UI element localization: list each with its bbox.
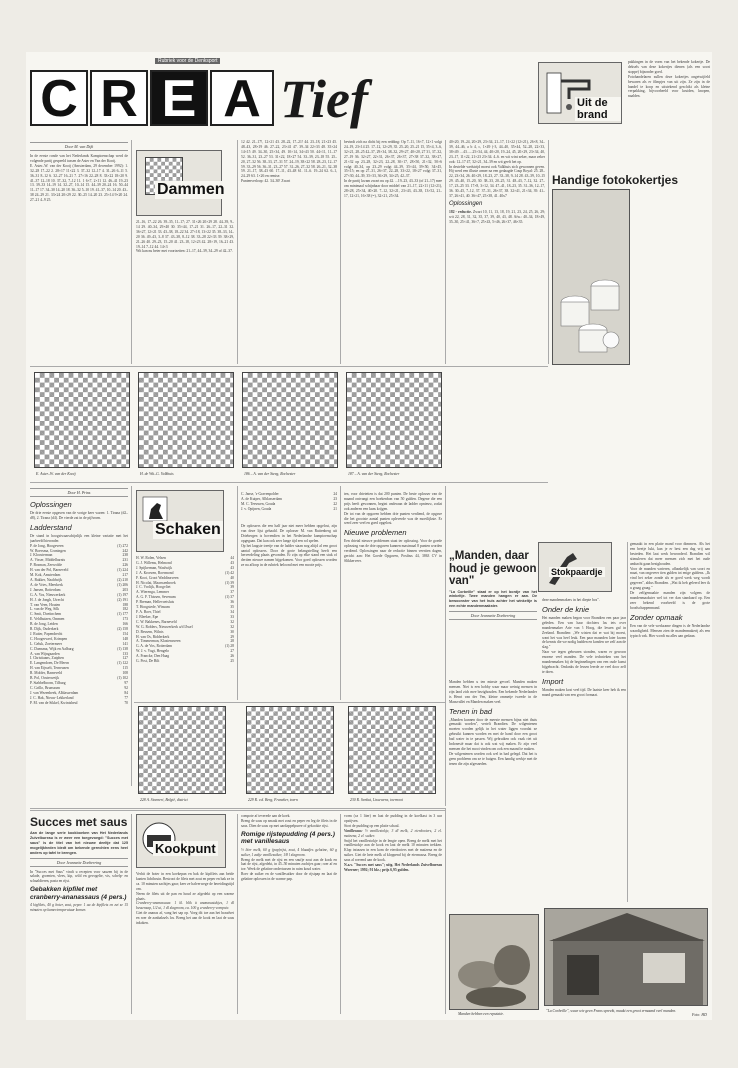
roster-score: (2) 210: [117, 577, 128, 582]
roster-score: 108: [122, 671, 128, 676]
stokpaardje-title: Stokpaardje: [551, 567, 603, 577]
dammen-title: Dammen: [157, 181, 225, 198]
stokpaardje-column-2: [542, 598, 626, 898]
kookpunt-lead-column: [30, 814, 128, 1014]
stokpaardje-headline: „Manden, daar houd je gewoon van": [449, 550, 537, 587]
roster-score: 115: [122, 666, 128, 671]
roster-name: C. Damsma, Wijk en Aalburg: [30, 646, 74, 651]
kookpunt-headline: Succes met saus: [30, 815, 128, 829]
onder-knie-title: Onder de knie: [542, 604, 590, 614]
schaken-text-3: ten, voor drietetten is dat 200 punten. De beste oplosser van de maand ontvangt een boekenbon van 50 gulden. Degene die een prijs heeft gewonnen, begint onderaan de ladder opnieuw, zodat ook anderen een kans krijgen.: [344, 492, 442, 511]
kookpunt-byline: Door Jeannette Doeberring: [30, 858, 128, 867]
roster-score: 84: [124, 690, 128, 695]
schaken-players: [136, 556, 234, 664]
roster-name: A. de Kuiper, Alblasserdam: [241, 496, 282, 501]
roster-name: J. C. Vrolijk, Hoogvliet: [136, 585, 171, 590]
schaken-roster: [136, 556, 234, 686]
roster-score: 141: [122, 641, 128, 646]
roster-name: A. Timmerman, Klazienaveen: [136, 639, 181, 644]
roster-score: (1) 39: [225, 580, 234, 585]
ladder-title: Ladderstand: [30, 522, 72, 532]
chess-diagram-228: [138, 706, 226, 794]
chess-caption-228: 228 A. Stoeneri, België, district: [140, 798, 188, 802]
banner-letter-c: C: [30, 70, 88, 126]
stokpaardje-text-4: deze mandenmakers in het diepte bos".: [542, 598, 600, 602]
roster-name: R. Dijk, Ouderkerk: [30, 627, 59, 632]
roster-name: H. van Eijsselt, Terneuzen: [30, 666, 69, 671]
ladder-text: De stand in hoogstwaarschijnlijk een kleine variatie met het jaarbeeld hieronder.: [30, 533, 128, 543]
baskets-photo: [449, 914, 539, 1010]
roster-name: B. Pol, Oosterweijk: [30, 676, 60, 681]
kookpunt-lead: Aan de lange serie kookboeken van Het Nederlands Zuivelbureau is er weer een toegevoegd: "Succes met saus" is de titel van het nieuwe deeltje dat 125 mogelijkheden biedt om bekende gerechten eens heel anders op tafel te brengen.: [30, 831, 128, 855]
roster-score: (1) 102: [117, 676, 128, 681]
roster-name: A. van Wijngaarden: [30, 651, 60, 656]
kookpunt-text-5: compote af teverede aan de koek.: [241, 814, 291, 818]
kookpunt-column-4: [344, 814, 442, 1014]
roster-name: H. van der Pol, Barneveld: [30, 568, 69, 573]
stokpaardje-byline: Door Jeannette Doeberring: [449, 611, 537, 620]
stokpaardje-text-6: Naar we tegen gebeuren stonden, waren er gewoon enorme veel manden. De vele technieken van het mandenmaken bij de beginnelingen van een oude kunst bijgebracht. Ondanks de lessen leerde ze veel door zelf te doen.: [542, 650, 626, 674]
roster-name: J. C. Hak, Nieuw-Lekkerland: [30, 695, 74, 700]
roster-name: G. A. Vos, Nieuwerkerk: [30, 592, 66, 597]
roster-score: 21: [333, 506, 337, 511]
kookpunt-source: N.a.v. "Succes met saus"; uitg. Het Nederlands Zuivelbureau Woerner; 1992; 91 blz.; prijs 6,95 gulden.: [344, 863, 442, 872]
roster-score: (1) 206: [117, 582, 128, 587]
recipe1-title: Gebakken kipfilet met cranberry-ananassaus (4 pers.): [30, 886, 127, 901]
roster-score: 30: [230, 629, 234, 634]
nieuwe-problemen-title: Nieuwe problemen: [344, 528, 407, 538]
stokpaardje-column-1: [449, 680, 537, 910]
stokpaardje-text-7: Manden maken kost veel tijd. De laatste keer heb ik een mand gemaakt van een groot formaat.: [542, 687, 626, 697]
roster-score: 133: [122, 651, 128, 656]
import-title: Import: [542, 676, 564, 686]
roster-score: (1) 37: [225, 595, 234, 600]
recipe1-ingredients: 4 kipfilets, 40 g boter, zout, peper. 1 aa de kipfilets en zet ze 15 minuten op kamertemperatuur komen.: [30, 903, 128, 913]
dammen-after: Puntenverloop: 42. 34–30! Zwart: [241, 179, 291, 184]
roster-score: (1) 28: [225, 644, 234, 649]
roster-name: E. Veldhuizen, Ommen: [30, 617, 65, 622]
roster-score: 148: [122, 636, 128, 641]
roster-name: H. Nicolai, Maarssenbroek: [136, 580, 176, 585]
roster-score: 25: [230, 659, 234, 664]
dammen-caption-4: 187 – A. van der Steeg, Rochester: [348, 472, 400, 476]
roster-score: 77: [124, 695, 128, 700]
roster-name: W. J. v. Vugt, Hengelo: [136, 649, 170, 654]
roster-score: (1) 122: [117, 661, 128, 666]
creatief-banner: [30, 56, 508, 134]
roster-name: W. G. Roblers, Nieuwerkerk a/d IJssel: [136, 624, 193, 629]
ladder-column: [30, 486, 128, 782]
roster-name: G. A. de Vos, Rotterdam: [136, 644, 173, 649]
roster-score: (1) 177: [117, 612, 128, 617]
schaken-logo: [136, 490, 224, 552]
roster-name: B. de Jong, Leiden: [30, 622, 58, 627]
roster-name: C. Grillo, Brunssum: [30, 685, 60, 690]
roster-score: 127: [122, 656, 128, 661]
roster-name: M. C. Teeuwen, Gouda: [241, 501, 276, 506]
schaken-text-1: De oplossers die een half jaar niet meer hebben opgelost, zijn van deze lijst gehaald. De oplosser M. van Ruttenberg uit Driebergen is bovendien in het Nederlandse kampioenschap opgegaan. Dat kan ook zeer lange tijd een rol spelen.: [241, 524, 337, 543]
ladder-intro: De drie eerste opgaven van de vorige keer waren: 1. Tirana (d2–d8), 2. Tirana (d4). De vierde zat in de pijlvorm.: [30, 511, 128, 520]
shop-illustration: [545, 909, 708, 1006]
dammen-analysis-2: In de partij kwam zwart nu op 42. ...19–23, 43–33 (of 21–17) mee om minimaal schijnbaar door middel van 21–17, 22×11 (12×21), 28×28, 25×34, 40×20. 7–12, 32×21, 23×43, 43–38, 13×52, 21–17, 12×21, 16×38 (=), 32×21, 25×34.: [344, 179, 442, 198]
roster-name: J. Spijkerman, Waalwijk: [136, 565, 173, 570]
schaken-text-2: Op het laagste treetje van de ladder staan nog altijd al een groot aantal oplossers. Door de grote belangstelling heeft een herverdeling plaats gevonden. Er zijn op elke stand een stuk of dertien nieuwe namen bijgekomen. Voor goed oplossen worden ze na afloop in de rubriek beloond met een mooie prijs.: [241, 543, 337, 568]
dammen-column-4: [344, 140, 442, 364]
roster-name: J. Kloosterman: [30, 553, 53, 558]
baskets-caption: Manden hebben een reputatie.: [458, 1012, 505, 1016]
banner-letter-r: R: [90, 70, 148, 126]
roster-score: 24: [333, 492, 337, 496]
roster-name: A. G. F. Thissen, Sevenum: [136, 595, 176, 600]
roster-score: 97: [124, 681, 128, 685]
roster-score: 166: [122, 622, 128, 627]
film-canisters-photo: [552, 189, 630, 365]
stokpaardje-text-8: gemaakt in een platte mand voor dimmers. Als het een beetje lukt, kan je er best een dag vrij aan besteden. Het laat werk bewonderd. Brandien wil stimuleren dat meer mensen zich met het oude ambacht gaan bezighouden.: [630, 542, 710, 566]
uit-de-brand-title: Uit de brand: [575, 97, 621, 121]
schaken-column-4: [344, 492, 442, 700]
kookpunt-text-8: Roer de suiker en de vanillesuiker door de rijstpap en laat de gelatine oplossen in de warme pap.: [241, 872, 337, 882]
roster-name: C. W. Bakkenes, Barneveld: [136, 619, 177, 624]
dammen-oplossingen-2: Oplossingen: [449, 200, 483, 207]
roster-score: 182: [122, 607, 128, 612]
dammen-column-3: [241, 140, 337, 364]
roster-name: A. Francke, Den Haag: [136, 654, 170, 659]
roster-row: [30, 701, 128, 706]
dammen-body-text: E. Aster–W. van der Kooij (Amsterdam, 29 december 1992): 1. 32–28 17–22 2. 28×17 11×22 3. 37–32 12–17 4. 31–26 6–11 5. 36–31 8–12 6. 32–27 16–21 7. 27×16 22–28 8. 33×22 18×20 9. 41–37 12–18 10. 37–32, 7–12 11. 1 6×7, 2×11 12. 46–41 19–23 13. 39–33 14–19 14. 32–27, 10–14 15. 44–39 20–24 16. 50–44 11–17 17. 34–30 14–20 18. 36–32 5–10 19. 41–37, 10–14 20. 43–38 24–29 21. 33×24 20×29 22. 30–25 14–20 23. 25×14 9×20 24. 27–21 4–9 25.: [30, 163, 128, 203]
shop-photo: [544, 908, 708, 1006]
dammen-moves-2: 21–16, 17–22 26. 39–35, 11–17; 27. 31×26 20×29 28. 44–39, 9–14 29. 40–34, 29×40 30. 35×44, 17–21 31. 26–17, 22–31 32. 36×27, 12×21 33. 43–38, 18–22 34. 27×18, 13×22 35. 38–33, 14–20 36. 49–43, 3–8 37. 43–38, 8–12 38. 33–28 22×33 39. 38×29, 21–26 40. 29–23, 15–20 41. 23–18, 12×23 42. 28×19, 16–21 43. 19–14 7–12 44. 14×3: [136, 220, 234, 249]
roster-score: 29: [230, 634, 234, 639]
kookpunt-text-2: Verhit de boter in een koekepan en bak de kipfilets aan beide kanten lichtbruin. Bestrooi de filets met zout en peper en bak ze in ca. 10 minuten zachtjes gaar; keer ze halverwege de bereidingstijd om.: [136, 872, 234, 891]
shop-caption: "La Corbeille", waar wie geen Frans spreekt, maakt een groot ermaand veel manden.: [546, 1009, 677, 1013]
kookpunt-text-6: Breng de saus op smaak met zout en peper en leg de filets in de saus. Dien de saus op met aardappelpuree of gekookte rijst.: [241, 818, 337, 828]
schaken-column-3: [241, 524, 337, 700]
roster-name: C. Smit, Doetinchem: [30, 612, 62, 617]
tenen-title: Tenen in bad: [449, 706, 493, 716]
roster-score: 35: [230, 605, 234, 610]
kookpunt-text-10: Stort de pudding op een platte schaal.: [344, 823, 400, 828]
roster-name: F. Kooi, Groot Waddinxveen: [136, 575, 179, 580]
stokpaardje-text-1: Manden hebben u ten minste gevoel. Manden maken mensen. Niet is een hobby waar maar weinig mensen in zijn land zich mee bezighouden. Een bekende Nederlander is Henri van der Ven, kleine ommetje tweede in de Maasvallei en Manden maken veel.: [449, 680, 537, 704]
kookpunt-text-4: Giet de ananas af, vang het sap op. Voeg dit toe aan het braadvet en roer de aanbaksels los. Breng het aan de kook en laat de saus inkoken.: [136, 911, 234, 926]
roster-name: P. Stabbelboom, Tilburg: [30, 681, 66, 685]
roster-name: P. de Jong, Hoogeveen: [30, 543, 64, 548]
banner-tagline: Rubriek voor de Denksport: [155, 58, 220, 64]
uit-de-brand-column-1: [538, 128, 624, 170]
kookpunt-title: Kookpunt: [155, 841, 216, 856]
stokpaardje-text-9: Voor de manden varieren, afhankelijk van soort en maat, van ongeveer tien gulden tot enige guldens. „Ik vind het zeker zonde als er goed werk weg wordt gegeven", aldus Brandien. „Wat ik heb geleerd leer ik u graag graag.": [630, 566, 710, 591]
roster-score: 23: [333, 496, 337, 501]
roster-name: A. de Vries, Meerkerk: [30, 582, 63, 587]
stokpaardje-text-3: De wilgentenen worden ook wel in bad gelegd. Dat het is geen probleem om ze te buigen. Een handig werkje met de tenen die zijn afgesneden.: [449, 751, 537, 766]
roster-score: (1) 138: [117, 646, 128, 651]
kookpunt-column-3: [241, 814, 337, 1014]
roster-name: M. Kok, Amsterdam: [30, 573, 61, 578]
roster-name: H. J. de Jongh, Utrecht: [30, 597, 64, 602]
kookpunt-text-11: Snijd het vanillestokje in de lengte open. Breng de melk met het vanillestokje aan de kook en laat de melk 10 minuten trekken. Klop intussen in een kom de eierdooiers met de maïzena en de suiker. Giet de hete melk al kloppend bij de eiermassa. Breng de saus al roerend aan de kook.: [344, 838, 442, 863]
dammen-column-1: [30, 140, 128, 360]
roster-name: P. Bosman, Zeewolde: [30, 563, 62, 568]
roster-name: I. Christiaans, Zutphen: [30, 656, 64, 661]
stokpaardje-text-5: Het manden maken begon voor Brandien een paar jaar geleden. Een van haar dochters las iets over mandenmaker Arie van 't Hoog, die lessen gaf in Zeeland. Brandien: „We wisten dat er wat bij moest, want het was heel leuk. Een paar maanden later kwam de kennis die we nodig hadden en konden we zelf aan de slag.": [542, 615, 626, 650]
roster-score: 32: [230, 619, 234, 624]
roster-score: 242: [122, 548, 128, 553]
kookpunt-text-1: In "Succes met Saus" vindt u recepten voor sauzen bij in de salade, groenten, vlees, kip, wild en gevogelte, vis, schelp- en schaaldieren, pasta en rijst.: [30, 869, 128, 884]
roster-score: (1) 272: [117, 543, 128, 548]
chess-diagram-229: [246, 706, 334, 794]
baskets-illustration: [450, 915, 539, 1010]
kookpunt-text-3: Neem de filets uit de pan en houd ze afgedekt op een warme plaats.: [136, 891, 234, 901]
roster-name: A. Visser, Middelharnis: [30, 558, 65, 563]
chess-diagram-230: [348, 706, 436, 794]
roster-name: J. van Wezenbeek, Alblasserdam: [30, 690, 79, 695]
dammen-intro: In de eerste ronde van het Nederlands Kampioenschap werd de volgende partij gespeeld tussen de Aster en Van der Kooij.: [30, 154, 128, 163]
kookpunt-text-7: Breng de melk met de rijst en een snufje zout aan de kook en laat de rijst, afgedekt, in 45–50 minuten zachtjes gaar; roer af en toe. Week de gelatine ondertussen in ruim koud water.: [241, 857, 337, 872]
roster-name: F. A. Boer, Thiel: [136, 609, 161, 614]
roster-name: C. Hoogerwerf, Krimpen: [30, 636, 68, 641]
roster-name: A. Bakker, Naaldwijk: [30, 577, 63, 582]
brand-article: [552, 172, 710, 372]
roster-name: E. Langendoen, De Meern: [30, 661, 70, 666]
roster-score: 217: [122, 573, 128, 578]
stokpaardje-column-3: [630, 542, 710, 902]
roster-score: 188: [122, 602, 128, 607]
dammen-analysis-4: In destelde wedstrijd moest ook Valkhuis zich gewonnen geven. Hij werd een illuste armer na een gedaagde Coup Royal: 25. 28–22, 23×34, 26. 40×29, 18–23, 27. 33–38, 9–14 28. 43–39, 10–15 29. 45–40, 15–20, 30. 38–33, 20–25, 31. 48–43, 7–12, 32. 27–17, 23–25 33. 17×8, 3×12, 34. 47–41, 18–23, 35. 31–36, 12–17, 36. 30–45, 7–12, 37. 37–31, 26×37, 38. 32×41, 21×34, 39. 41–37, 26×41, 40. 36×47, 25×38, 41. 40x7: [449, 164, 545, 198]
roster-score: 27: [230, 649, 234, 654]
schaken-text-4: De tot van de opgaven hebben drie punten verdiend, de opgave die het grootste aantal punten opleverde was de moeilijkste. Er werd zeer veel en goed opgelost.: [344, 511, 442, 526]
recipe2-ingredients: ½ liter melk, 60 g (pap)rijst, zout, 4 blaadjes gelatine, 60 g suiker, 1 zakje vanillesuiker, 1/8 l slagroom.: [241, 847, 337, 857]
roster-name: L. van de Weg, Silk: [30, 607, 60, 612]
dammen-analysis: bevindt zich na dicht bij een redding: Op 7–11, 16×7, 12×1 volgt 24–19, 23×14 25. 17–12, 12×29, 35. 25–20, 25–21 15, 35×4, 3–6, 32×21, 28–25 42–37, 29×34, 38–32, 29×27, 40×20, 27 31, 37–32, 27–19 36. 32×27, 22×31, 26×37, 26×37, 27×38 37–32, 38×27, 21×32 op 23–28, 32×23, 22–28, 30×17, 28×50, 21×32, 50×6 volgt 40–34, op 23–29 volgt 44–39, 35×44, 39×50, 34×45, 35×15; en op 27–31, 26×37, 22–28, 33×22, 18×27 volgt 37–31, 27×30, 44–39, 35×33, 36×29, 34×25, 42–37.: [344, 140, 442, 179]
roster-name: C. Janse, 's-Gravenpolder: [241, 492, 279, 496]
dammen-diagram-3: [242, 372, 338, 468]
newspaper-page: [26, 52, 712, 1020]
roster-name: R. Molder, Barneveld: [30, 671, 63, 676]
chess-caption-230: 230 R. Senkut, Lissewera, toernooi: [350, 798, 404, 802]
recipe2-title: Romige rijstepudding (4 pers.) met vanillesaus: [241, 830, 335, 846]
uit-de-brand-column-2: [628, 60, 710, 160]
roster-score: 231: [122, 558, 128, 563]
roster-name: P. M. van de Sikkel, Kwintsheul: [30, 700, 78, 705]
stokpaardje-logo: [538, 542, 612, 592]
kookpunt-logo: [136, 814, 226, 868]
roster-name: W. Boersma, Groningen: [30, 548, 66, 553]
roster-score: 33: [230, 614, 234, 619]
roster-score: 36: [230, 600, 234, 605]
dammen-logo: [136, 150, 225, 216]
roster-name: J. Jansen, Rotterdam: [30, 587, 61, 592]
roster-score: 154: [122, 631, 128, 636]
schaken-roster-2: [241, 492, 337, 522]
schaken-byline: Door H. Prins: [30, 488, 128, 497]
brand-text-2: Fotohandelaren zullen deze kokertjes ongetwijfeld bewaren als er filmpjes van uit zijn. Ze zijn in de handel te koop en uitstekend geschikt als kleine verpakking, bijvoorbeeld voor kruiden, knopen, naalden.: [628, 74, 710, 99]
roster-score: (1) 224: [117, 568, 128, 573]
banner-letter-e: E: [150, 70, 208, 126]
uit-de-brand-logo: [538, 62, 622, 124]
schaken-title: Schaken: [155, 521, 221, 538]
roster-score: 34: [230, 609, 234, 614]
roster-name: H. van Os, Ridderkerk: [136, 634, 170, 639]
banner-word-tief: Tief: [280, 69, 368, 129]
roster-score: (2) 191: [117, 597, 128, 602]
dammen-column-2: [136, 220, 234, 364]
roster-name: H. W. Rolen, Velsen: [136, 556, 166, 560]
dammen-analysis-3: 40×20, 19–24, 20×29, 23×34, 21–17, 11×22 (12×21), 26×8, 34–39, 44–46, a b 4, c, 1×49 (-3, 44–40, 35×44, 52–28, 22×33, 38×49. ...43......25×34, 44, 40×20, 19–24, 45, 20×29, 23×34, 40, 23–17, 11×22, 21×23 23×34. 4–6. en wit wint zeker, maar zeker ook: 12–17 47, 32×21, 34–39 en wit geeft het op.: [449, 140, 545, 164]
banner-letter-a: A: [210, 70, 274, 126]
brand-headline: Handige fotokokertjes: [552, 173, 679, 187]
roster-score: 203: [122, 587, 128, 592]
dammen-column-5: [449, 140, 545, 364]
ladder-oplossingen-title: Oplossingen: [30, 500, 72, 509]
roster-name: P. Breman, Hellevoetsluis: [136, 600, 175, 605]
roster-name: G. Post, De Bilt: [136, 659, 160, 664]
brand-text-1: pakkingen in de vorm van het bekende kokertje. De deksels van deze kokertjes dienen (als een soort stoppe) bijzonder goed.: [628, 60, 710, 74]
roster-name: J. v. Opijnen, Gouda: [241, 506, 272, 511]
roster-score: 26: [230, 654, 234, 659]
roster-name: T. van Veen, Houten: [30, 602, 61, 607]
dammen-byline: Door M. van Dijk: [30, 142, 128, 151]
stokpaardje-text-10: De zelfgemaakte manden zijn volgens de mandenmaakster wel tot ver dan standaard op. Een zeer bekend voorbeeld is de grote boodschappenmand.: [630, 591, 710, 610]
roster-score: 238: [122, 553, 128, 558]
roster-score: (1) 42: [225, 570, 234, 575]
roster-score: 226: [122, 563, 128, 568]
roster-score: 43: [230, 560, 234, 565]
roster-name: G. J. Willems, Helmond: [136, 560, 172, 565]
photo-credit: Foto: HD: [692, 1013, 707, 1017]
dammen-caption-3: 186 – A. van der Steeg, Rochester: [244, 472, 296, 476]
roster-score: 44: [230, 556, 234, 560]
roster-name: J. A. Kroezen, Roermond: [136, 570, 174, 575]
roster-name: J. Bleeker, Epe: [136, 614, 159, 619]
roster-name: A. Wierenga, Lemmer: [136, 590, 169, 595]
roster-name: D. Bessem, Wilnis: [136, 629, 164, 634]
schaken-players-2: [241, 492, 337, 512]
stokpaardje-text-2: „Manden kunnen door de meeste mensen bijna niet thuis gemaakt worden", vertelt Brandien. De wilgentenen moeten worden gelijk in het water liggen voordat ze gebruikt kunnen worden en met de hand door een groot bad water in te passen. Wij gebruiken ook vaak riet uit Indonesië maar dat is ook wat wij maken. Er zijn veel mensen die het mooi vinden om ook een maand te maken.: [449, 717, 537, 751]
roster-score: (2) 158: [117, 627, 128, 632]
dammen-caption-1: E. Aster–W. van der Kooij: [36, 472, 76, 476]
schaken-text-5: Een drietal nieuwe problemen staat ter oplossing. Voor de goede oplossing van de drie opgaven kunnen maximaal 8 punten worden verdiend. Oplossingen naar de redactie binnen veertien dagen, gericht aan: Het Goede Opgaven, Postbus 44, 3863 CV in Slikkerveer.: [344, 539, 442, 563]
stokpaardje-lead: "La Corbeille" staat er op het bordje van het winkeltje. Twee manden hangen er aan. De bewoonster van het huis achter het winkeltje is een echte mandenmaakster.: [449, 589, 537, 609]
roster-row: [136, 659, 234, 664]
roster-score: (1) 197: [117, 592, 128, 597]
roster-score: 70: [124, 700, 128, 705]
dammen-moves-3: 12 42. 21–17!, 12×21 43. 28–22, 17–21! 44. 23–18, 21×23 45. 48–43, 28×19 46. 27–22, 23×41 47. 39–34 22×33 48. 35×24 14×15 49. 34–30, 25×34, 49. 10×14, 34×43 50. 44×11, 11–17 52. 36–31, 23–27 53. 31×22, 18×27 54. 33–39, 23–18 55. 25–20, 27–32 56. 38–33, 27–31 57. 24–19, 38×22 58. 28–23, 12–17 59. 33–29 56. 36–31, 23–27 57. 31–26, 27–32 58. 26–21, 32–38 59. 21–17, 38–43 60. 17–11, 43–48 61. 11–6. 19–24 62. 6–1, 24–29 63. 1×26 en remise.: [241, 140, 337, 179]
roster-score: 37: [230, 590, 234, 595]
kookpunt-text-9: vorm (ca 1 liter) en laat de pudding in de koelkast in 3 uur opstijven.: [344, 814, 442, 823]
roster-name: L. Geluk, Zoetermeer: [30, 641, 62, 646]
roster-score: 173: [122, 617, 128, 622]
stokpaardje-headline-block: [449, 548, 537, 678]
stokpaardje-text-11: Een van de vele werkzame dingen is de Nederlandse waardigheid. Mensen zien de mandenmakerij als een typisch vak. Hier wordt nu alles aan gedaan.: [630, 623, 710, 638]
dammen-diagram-4: [346, 372, 442, 468]
roster-name: J. Ruiter, Papendrecht: [30, 631, 63, 636]
dammen-note: Wit kan nu beter met voortzetten: 21–17, 44–39, 34–29 of 42–37.: [136, 249, 233, 254]
kookpunt-recipe-sauce: Cranberry-ananassaus: 1 kl. blik à ananassstukjes, 1 dl bessensap, 1/2 ui, 1 dl slagroom, ca. 100 g cranberry-compote.: [136, 901, 234, 911]
roster-score: 22: [333, 501, 337, 506]
chess-caption-229: 229 R. v.d. Berg, Franeker, toern: [248, 798, 298, 802]
dammen-diagram-1: [34, 372, 130, 468]
dammen-solution-2: 182 - reductie. Zwart 10, 11, 13, 18, 19, 21, 23, 24, 25, 26, 29; wit 22, 28, 31, 32, 35, 37, 39, 40, 43, 48. Afw.: 40–34, 18×49, 35–30, 25×41, 36×7, 25×43, 5×46, 26×37, 46×35.: [449, 209, 545, 224]
roster-score: 32: [230, 624, 234, 629]
roster-score: 43: [230, 565, 234, 570]
canisters-illustration: [553, 190, 630, 365]
zonder-opmaak-title: Zonder opmaak: [630, 612, 683, 622]
dammen-diagram-2: [138, 372, 234, 468]
roster-row: [241, 507, 337, 512]
roster-score: 28: [230, 639, 234, 644]
roster-score: 39: [230, 585, 234, 590]
roster-name: T. Hoogstede, Winsum: [136, 605, 170, 610]
kookpunt-column-2: [136, 872, 234, 1016]
roster-score: 40: [230, 575, 234, 580]
roster-score: 92: [124, 685, 128, 690]
vanillesaus-ingredients: Vanillesaus: ½ vanillestokje, 3 dl melk, 2 eierdooiers, 2 el. maïzena, 2 el. suiker.: [344, 828, 442, 838]
ladder-standings: [30, 544, 128, 706]
dammen-caption-2: H. de Wit–G. Valkhuis: [140, 472, 174, 476]
